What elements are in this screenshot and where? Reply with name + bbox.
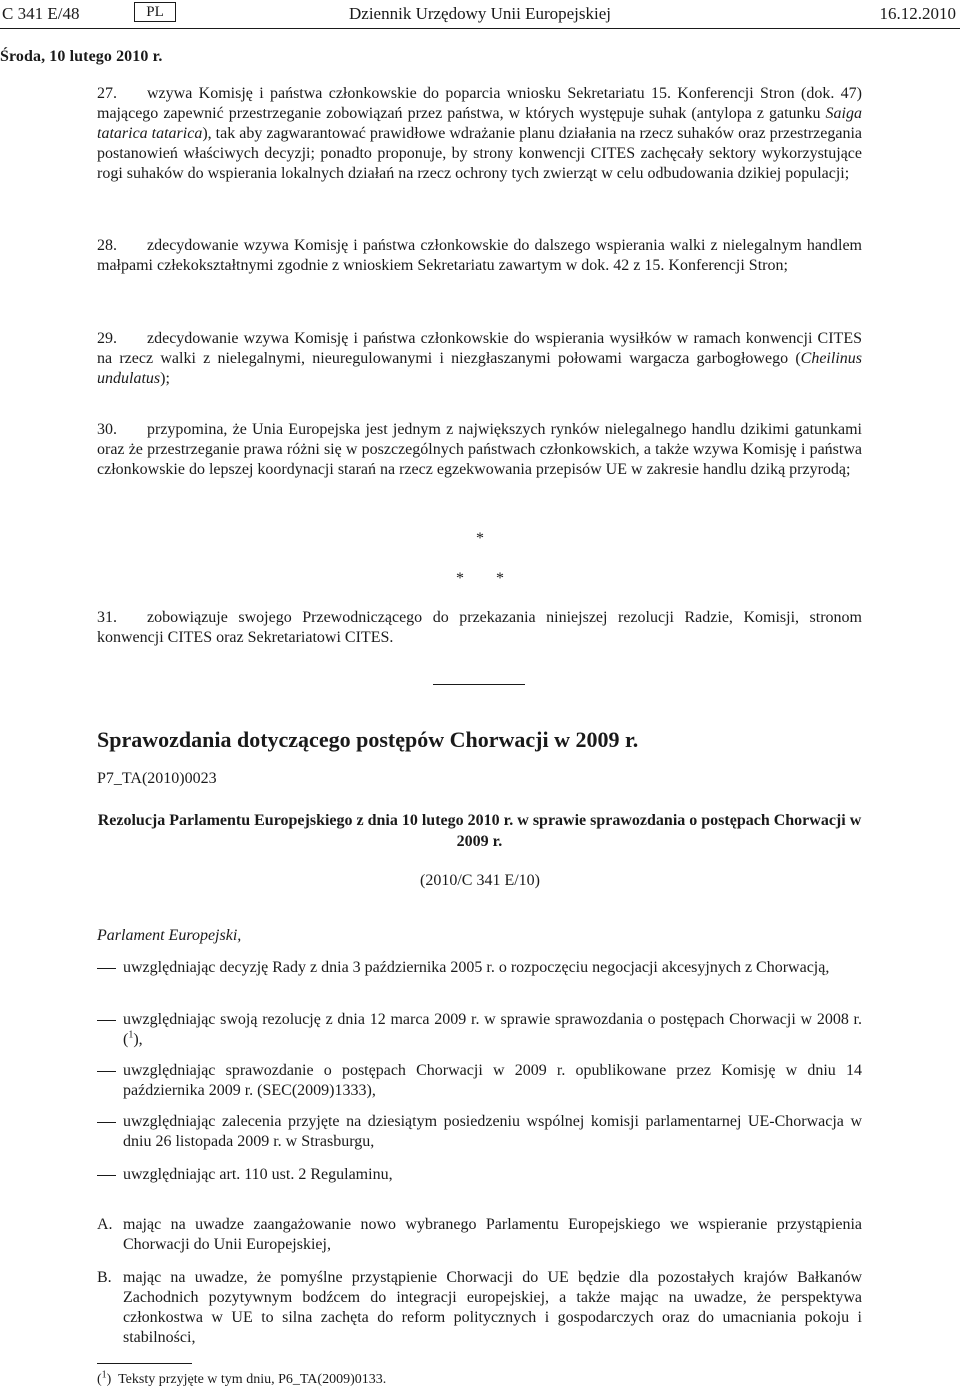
recital-label: B.	[97, 1269, 112, 1286]
document-reference: P7_TA(2010)0023	[97, 770, 217, 787]
journal-title: Dziennik Urzędowy Unii Europejskiej	[349, 4, 612, 23]
paragraph-text-cont: );	[160, 370, 170, 387]
footnote-text: Teksty przyjęte w tym dniu, P6_TA(2009)0133.	[118, 1372, 387, 1387]
dash-marker	[97, 968, 116, 969]
consideration-item	[97, 1112, 862, 1152]
paragraph-30	[97, 420, 862, 480]
dash-marker	[97, 1122, 116, 1123]
consideration-item	[97, 958, 862, 978]
footnote-reference[interactable]: 1	[128, 1029, 134, 1041]
recital-label: A.	[97, 1216, 113, 1233]
dash-marker	[97, 1175, 116, 1176]
dash-marker	[97, 1020, 116, 1021]
recital-a	[97, 1215, 862, 1255]
species-name: Cheilinus undulatus	[97, 350, 862, 387]
language-badge: PL	[134, 2, 176, 22]
dash-marker	[97, 1071, 116, 1072]
section-title: Sprawozdania dotyczącego postępów Chorwacji w 2009 r.	[97, 727, 639, 752]
consideration-text: uwzględniając decyzję Rady z dnia 3 października 2005 r. o rozpoczęciu negocjacji akcesyjnych z Chorwacją,	[123, 959, 830, 976]
official-journal-reference: (2010/C 341 E/10)	[420, 872, 540, 889]
paragraph-text: wzywa Komisję i państwa członkowskie do poparcia wniosku Sekretariatu 15. Konferencji Stron (dok. 47) mającego zapewnić przestrzeganie zobowiązań przez państwa, w których występuje suhak (antylopa z gatunku	[97, 85, 862, 122]
publication-date: 16.12.2010	[879, 4, 956, 23]
recital-text: mając na uwadze, że pomyślne przystąpienie Chorwacji do UE będzie dla pozostałych krajów Bałkanów Zachodnich pozytywnym bodźcem do integracji europejskiej, a także mając na uwadze, że perspektywa członkostwa w UE to silna zachęta do reform politycznych i gospodarczych oraz do umacniania pokoju i stabilności,	[123, 1269, 862, 1346]
consideration-item	[97, 1010, 862, 1050]
paragraph-text: zdecydowanie wzywa Komisję i państwa członkowskie do dalszego wspierania walki z nielegalnym handlem małpami człekokształtnymi zgodnie z wnioskiem Sekretariatu zawartym w dok. 42 z 15. Konferencji Stron;	[97, 237, 862, 274]
paragraph-31	[97, 608, 862, 648]
consideration-text: uwzględniając swoją rezolucję z dnia 12 marca 2009 r. w sprawie sprawozdania o postępach Chorwacji w 2008 r. ($^1$),	[123, 1011, 862, 1048]
paragraph-number: 30.	[97, 421, 117, 438]
paragraph-number: 31.	[97, 609, 117, 626]
paragraph-28	[97, 236, 862, 276]
paragraph-29	[97, 329, 862, 389]
consideration-text: uwzględniając art. 110 ust. 2 Regulaminu,	[123, 1166, 393, 1183]
footnote: ($^1$) Teksty przyjęte w tym dniu, P6_TA(2009)0133.	[97, 1369, 387, 1387]
paragraph-number: 27.	[97, 85, 117, 102]
paragraph-text: przypomina, że Unia Europejska jest jednym z największych rynków nielegalnego handlu dzikimi gatunkami oraz że przestrzeganie prawa różni się w poszczególnych państwach członkowskich, a także wzywa Komisję i państwa członkowskie do lepszej koordynacji starań na rzecz egzekwowania przepisów UE w zakresie handlu dziką przyrodą;	[97, 421, 862, 478]
species-name: Saiga tatarica tatarica	[97, 105, 862, 142]
header-divider	[0, 28, 960, 29]
resolution-title: Rezolucja Parlamentu Europejskiego z dnia 10 lutego 2010 r. w sprawie sprawozdania o postępach Chorwacji w 2009 r.	[97, 812, 862, 850]
consideration-item	[97, 1165, 862, 1185]
paragraph-number: 29.	[97, 330, 117, 347]
paragraph-text: zdecydowanie wzywa Komisję i państwa członkowskie do wspierania wysiłków w ramach konwencji CITES na rzecz walki z nielegalnymi, nieuregulowanymi i niezgłaszanymi połowami wargacza garbogłowego (	[97, 330, 862, 367]
recital-b	[97, 1268, 862, 1348]
paragraph-27	[97, 84, 862, 184]
separator-stars-bottom: * *	[456, 570, 504, 587]
parliament-preamble: Parlament Europejski,	[97, 927, 242, 944]
separator-star-top: *	[476, 530, 484, 547]
paragraph-text: zobowiązuje swojego Przewodniczącego do przekazania niniejszej rezolucji Radzie, Komisji, stronom konwencji CITES oraz Sekretariatowi CITES.	[97, 609, 862, 646]
sitting-date: Środa, 10 lutego 2010 r.	[0, 48, 163, 65]
paragraph-number: 28.	[97, 237, 117, 254]
footnote-divider	[97, 1363, 192, 1364]
page-reference: C 341 E/48	[2, 4, 80, 23]
consideration-item	[97, 1061, 862, 1101]
footnote-mark: 1	[101, 1369, 107, 1381]
consideration-text: uwzględniając sprawozdanie o postępach Chorwacji w 2009 r. opublikowane przez Komisję w dniu 14 października 2009 r. (SEC(2009)1333),	[123, 1062, 862, 1099]
section-divider	[433, 684, 525, 685]
paragraph-text-cont: ), tak aby zagwarantować prawidłowe wdrażanie planu działania na rzecz suhaków oraz przestrzegania postanowień właściwych decyzji; ponadto proponuje, by strony konwencji CITES zachęcały sektory wykorzystujące rogi suhaków do wspierania lokalnych działań na rzecz ochrony tych zwierząt w celu odbudowania dzikiej populacji;	[97, 125, 863, 182]
consideration-text: uwzględniając zalecenia przyjęte na dziesiątym posiedzeniu wspólnej komisji parlamentarnej UE-Chorwacja w dniu 26 listopada 2009 r. w Strasburgu,	[123, 1113, 862, 1150]
recital-text: mając na uwadze zaangażowanie nowo wybranego Parlamentu Europejskiego we wspieranie przystąpienia Chorwacji do Unii Europejskiej,	[123, 1216, 862, 1253]
